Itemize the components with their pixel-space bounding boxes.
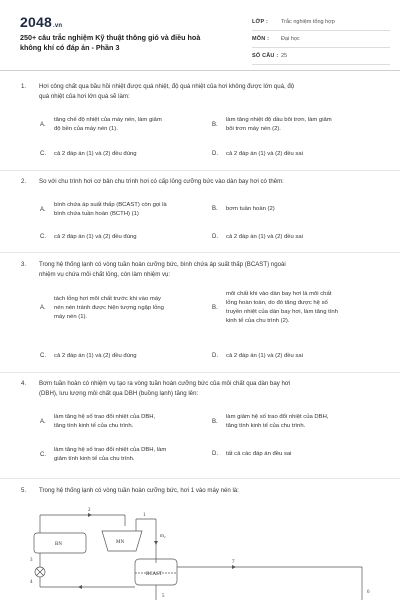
- label-point-5: 5: [162, 594, 165, 599]
- option-d[interactable]: [212, 450, 292, 459]
- document-meta: [252, 14, 390, 65]
- flow-arrow: [88, 513, 92, 517]
- option-line: độ bền của máy nén (1).: [54, 126, 118, 132]
- option-line: làm tăng nhiệt độ dầu bôi trơn, làm giảm: [226, 117, 332, 123]
- option-line: môi chất khi vào dàn bay hơi là môi chất: [226, 291, 332, 297]
- question-number: 1.: [21, 83, 27, 90]
- option-a[interactable]: [40, 413, 155, 431]
- option-line: tăng tính kinh tế của chu trình.: [226, 423, 306, 429]
- question-text: [39, 260, 379, 279]
- logo-suffix: .vn: [52, 23, 63, 29]
- question-divider: [0, 478, 400, 479]
- label-bcast: BCAST: [146, 572, 163, 577]
- option-text: cả 2 đáp án (1) và (2) đều sai: [226, 234, 303, 240]
- option-letter: A.: [40, 121, 46, 128]
- question-text: [39, 379, 379, 398]
- refrigeration-cycle-diagram: [22, 503, 382, 600]
- option-line: truyền nhiệt của dàn bay hơi, làm tăng tính: [226, 309, 338, 315]
- option-line: làm giảm hệ số trao đổi nhiệt của DBH,: [226, 414, 329, 420]
- option-text: bơm tuần hoàn (2): [226, 206, 275, 212]
- flow-arrow: [154, 541, 158, 545]
- meta-class-label: LỚP :: [252, 19, 268, 25]
- question-stem: [21, 177, 379, 187]
- meta-count-label: SỐ CÂU :: [252, 53, 279, 59]
- meta-subject: [252, 31, 390, 48]
- label-point-6: 6: [367, 590, 370, 595]
- option-text: [226, 413, 328, 431]
- option-text: cả 2 đáp án (1) và (2) đều sai: [226, 353, 303, 359]
- option-letter: C.: [40, 151, 46, 157]
- option-c[interactable]: [40, 150, 137, 159]
- option-text: [54, 413, 155, 431]
- question-text: [39, 82, 379, 101]
- question-text: So với chu trình hơi cơ bản chu trình hơi có cấp lỏng cưỡng bức vào dàn bay hơi có thêm:: [39, 178, 284, 185]
- cycle-diagram-svg: [22, 503, 382, 600]
- option-letter: A.: [40, 206, 46, 213]
- label-mn: MN: [116, 540, 125, 545]
- option-c[interactable]: [40, 446, 166, 464]
- option-c[interactable]: [40, 233, 137, 242]
- option-line: bôi trơn máy nén (2).: [226, 126, 281, 132]
- option-a[interactable]: [40, 201, 167, 219]
- question-number: 4.: [21, 380, 27, 387]
- option-letter: A.: [40, 305, 46, 311]
- option-line: tách lỏng hơi môi chất trước khi vào máy: [54, 296, 161, 302]
- label-point-7: 7: [232, 560, 235, 565]
- meta-subject-label: MÔN :: [252, 36, 270, 42]
- option-text: [54, 201, 167, 219]
- option-a[interactable]: [40, 116, 162, 134]
- title-line-1: 250+ câu trắc nghiệm Kỹ thuật thông gió và điều hoà: [20, 33, 201, 42]
- logo-text: 2048: [20, 14, 52, 30]
- meta-class: [252, 14, 390, 31]
- meta-count: [252, 48, 390, 65]
- option-d[interactable]: [212, 352, 303, 361]
- option-line: kinh tế của chu trình (2).: [226, 318, 290, 324]
- question-text: Trong hệ thống lạnh có vòng tuần hoàn cưỡng bức, hơi 1 vào máy nén là:: [39, 487, 239, 494]
- question-line: quá nhiệt của hơi lớn quá sẽ làm:: [39, 92, 130, 100]
- label-point-3: 3: [30, 558, 33, 563]
- option-text: cả 2 đáp án (1) và (2) đều đúng: [54, 353, 137, 359]
- label-bn: BN: [55, 542, 62, 547]
- option-line: tăng chế độ nhiệt của máy nén, làm giảm: [54, 117, 162, 123]
- question-line: (DBH), lưu lượng môi chất qua DBH (buồng lạnh) tăng lên:: [39, 389, 199, 397]
- option-letter: C.: [40, 451, 46, 458]
- option-text: cả 2 đáp án (1) và (2) đều đúng: [54, 151, 137, 157]
- question-line: Hơi công chất qua bầu hồi nhiệt được quá nhiệt, độ quá nhiệt của hơi không được lớn quá, độ: [39, 83, 295, 90]
- option-line: lỏng hoàn toàn, do đó tăng được hệ số: [226, 300, 328, 306]
- header-divider: [0, 70, 400, 71]
- option-text: cả 2 đáp án (1) và (2) đều đúng: [54, 234, 137, 240]
- option-text: tất cả các đáp án đều sai: [226, 451, 292, 457]
- document-title: [20, 33, 235, 52]
- option-text: [54, 446, 166, 464]
- option-text: [54, 295, 164, 322]
- option-line: làm tăng hệ số trao đổi nhiệt của DBH, làm: [54, 447, 167, 453]
- option-line: nén nén tránh được hiện tượng ngập lỏng: [54, 305, 164, 311]
- option-text: cả 2 đáp án (1) và (2) đều sai: [226, 151, 303, 157]
- option-letter: C.: [40, 234, 46, 240]
- site-logo[interactable]: [20, 14, 62, 30]
- question-stem: [21, 379, 379, 398]
- option-line: máy nén (1).: [54, 314, 88, 320]
- option-letter: D.: [212, 234, 218, 240]
- option-letter: B.: [212, 418, 218, 425]
- title-line-2: không khí có đáp án - Phần 3: [20, 42, 120, 52]
- option-letter: B.: [212, 206, 218, 212]
- question-line: nhiệm vụ chứa môi chất lỏng, còn làm nhiệm vụ:: [39, 270, 171, 278]
- label-point-2: 2: [88, 508, 91, 513]
- flow-arrow: [232, 565, 236, 569]
- option-b[interactable]: [212, 116, 332, 134]
- option-text: [226, 116, 332, 134]
- option-b[interactable]: [212, 205, 275, 214]
- question-number: 2.: [21, 178, 27, 185]
- option-letter: B.: [212, 121, 218, 128]
- question-divider: [0, 252, 400, 253]
- question-number: 3.: [21, 261, 27, 268]
- question-stem: [21, 486, 379, 496]
- question-line: Bơm tuần hoàn có nhiệm vụ tạo ra vòng tuần hoàn cưỡng bức của môi chất qua dàn bay hơi: [39, 380, 291, 387]
- option-d[interactable]: [212, 233, 303, 242]
- option-line: làm tăng hệ số trao đổi nhiệt của DBH,: [54, 414, 156, 420]
- option-text: [54, 116, 162, 134]
- label-m2: m₂: [160, 534, 166, 539]
- option-letter: D.: [212, 353, 218, 359]
- option-letter: A.: [40, 418, 46, 425]
- meta-class-value: Trắc nghiệm tổng hợp: [281, 19, 335, 25]
- option-letter: D.: [212, 451, 218, 457]
- option-letter: D.: [212, 151, 218, 157]
- question-divider: [0, 170, 400, 171]
- question-stem: [21, 82, 379, 101]
- option-c[interactable]: [40, 352, 137, 361]
- option-line: bình chứa tuần hoàn (BCTH) (1): [54, 211, 139, 217]
- meta-count-value: 25: [281, 53, 288, 59]
- option-line: giảm tính kinh tế của chu trình.: [54, 456, 135, 462]
- question-number: 5.: [21, 487, 27, 494]
- label-point-1: 1: [143, 513, 146, 518]
- label-point-4: 4: [30, 580, 33, 585]
- option-letter: B.: [212, 304, 218, 311]
- document-header: [0, 0, 400, 70]
- option-letter: C.: [40, 353, 46, 359]
- question-line: Trong hệ thống lạnh có vòng tuần hoàn cưỡng bức, bình chứa áp suất thấp (BCAST) ngoài: [39, 261, 286, 268]
- option-b[interactable]: [212, 413, 328, 431]
- meta-subject-value: Đại học: [281, 36, 300, 42]
- option-a[interactable]: [40, 295, 164, 322]
- flow-arrow: [78, 585, 82, 589]
- option-text: [226, 290, 338, 326]
- question-stem: [21, 260, 379, 279]
- option-line: tăng tính kinh tế của chu trình.: [54, 423, 134, 429]
- option-d[interactable]: [212, 150, 303, 159]
- question-divider: [0, 372, 400, 373]
- option-line: bình chứa áp suất thấp (BCAST) còn gọi là: [54, 202, 167, 208]
- option-b[interactable]: [212, 290, 338, 326]
